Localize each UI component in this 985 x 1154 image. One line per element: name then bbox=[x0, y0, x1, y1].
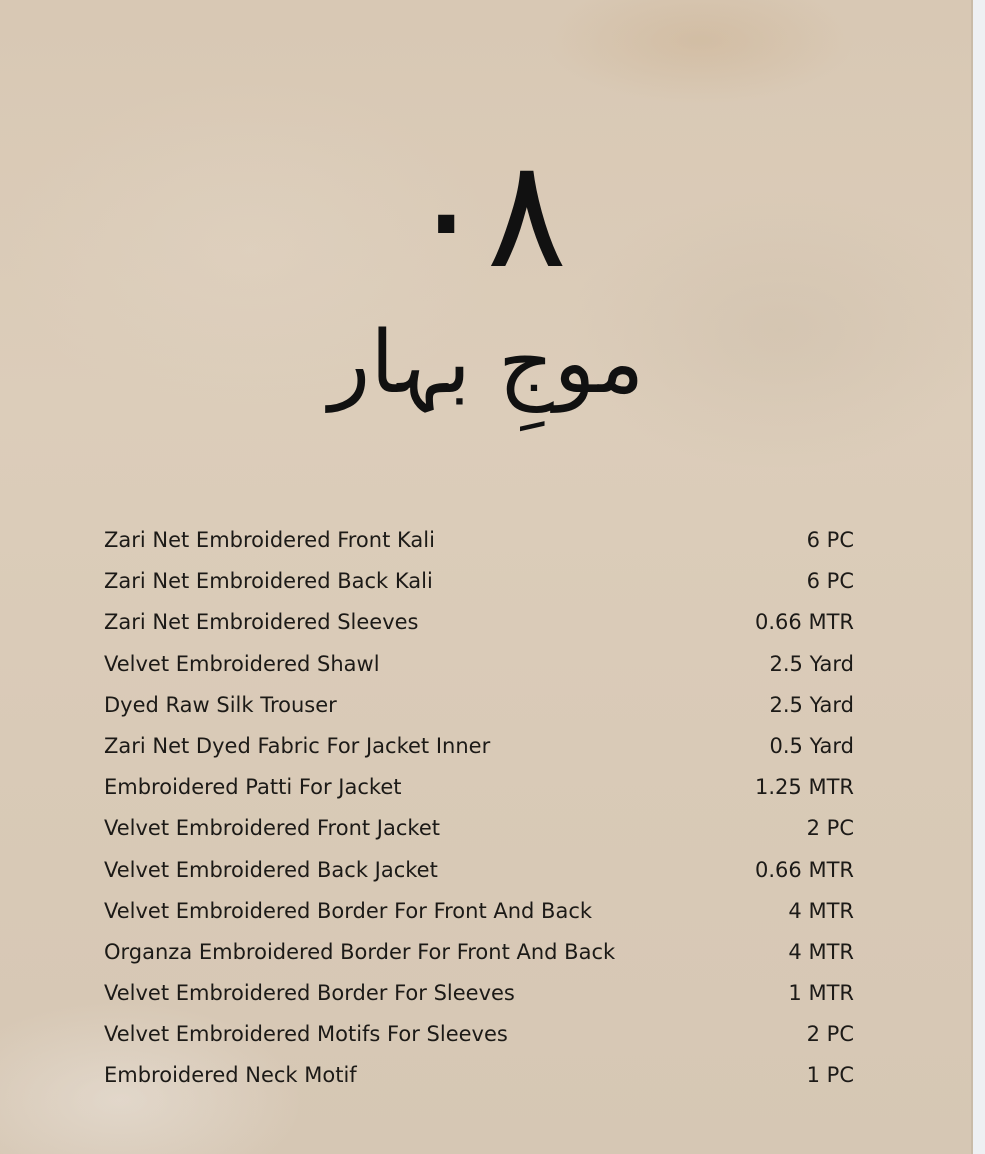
item-list bbox=[104, 528, 854, 1105]
item-name: Velvet Embroidered Back Jacket bbox=[104, 857, 438, 882]
item-quantity: 4 MTR bbox=[788, 898, 854, 923]
article-number: ٠٨ bbox=[405, 128, 568, 302]
list-item bbox=[104, 1022, 854, 1063]
item-name: Zari Net Embroidered Sleeves bbox=[104, 610, 419, 635]
list-item bbox=[104, 1063, 854, 1104]
item-name: Embroidered Neck Motif bbox=[104, 1063, 357, 1088]
list-item bbox=[104, 528, 854, 569]
item-quantity: 2.5 Yard bbox=[769, 651, 854, 676]
list-item bbox=[104, 816, 854, 857]
item-quantity: 6 PC bbox=[806, 569, 854, 594]
item-quantity: 0.66 MTR bbox=[755, 610, 854, 635]
list-item bbox=[104, 775, 854, 816]
page-header bbox=[0, 128, 973, 418]
item-quantity: 0.5 Yard bbox=[769, 733, 854, 758]
item-name: Velvet Embroidered Front Jacket bbox=[104, 816, 440, 841]
list-item bbox=[104, 569, 854, 610]
list-item bbox=[104, 981, 854, 1022]
list-item bbox=[104, 734, 854, 775]
item-quantity: 0.66 MTR bbox=[755, 857, 854, 882]
item-name: Velvet Embroidered Border For Front And Back bbox=[104, 898, 593, 923]
item-name: Velvet Embroidered Border For Sleeves bbox=[104, 981, 515, 1006]
item-quantity: 1 MTR bbox=[788, 981, 854, 1006]
item-quantity: 2 PC bbox=[806, 816, 854, 841]
list-item bbox=[104, 610, 854, 651]
list-item bbox=[104, 899, 854, 940]
item-quantity: 2.5 Yard bbox=[769, 692, 854, 717]
item-quantity: 1 PC bbox=[806, 1063, 854, 1088]
list-item bbox=[104, 940, 854, 981]
item-name: Velvet Embroidered Shawl bbox=[104, 651, 380, 676]
item-name: Zari Net Dyed Fabric For Jacket Inner bbox=[104, 733, 491, 758]
item-quantity: 6 PC bbox=[806, 528, 854, 552]
item-name: Velvet Embroidered Motifs For Sleeves bbox=[104, 1022, 508, 1047]
item-quantity: 1.25 MTR bbox=[755, 775, 854, 800]
item-name: Zari Net Embroidered Front Kali bbox=[104, 528, 435, 552]
item-quantity: 2 PC bbox=[806, 1022, 854, 1047]
item-name: Zari Net Embroidered Back Kali bbox=[104, 569, 433, 594]
list-item bbox=[104, 693, 854, 734]
item-name: Embroidered Patti For Jacket bbox=[104, 775, 402, 800]
item-quantity: 4 MTR bbox=[788, 939, 854, 964]
collection-title: موجِ بہار bbox=[328, 313, 645, 413]
list-item bbox=[104, 858, 854, 899]
item-name: Organza Embroidered Border For Front And Back bbox=[104, 939, 616, 964]
item-name: Dyed Raw Silk Trouser bbox=[104, 692, 337, 717]
list-item bbox=[104, 652, 854, 693]
